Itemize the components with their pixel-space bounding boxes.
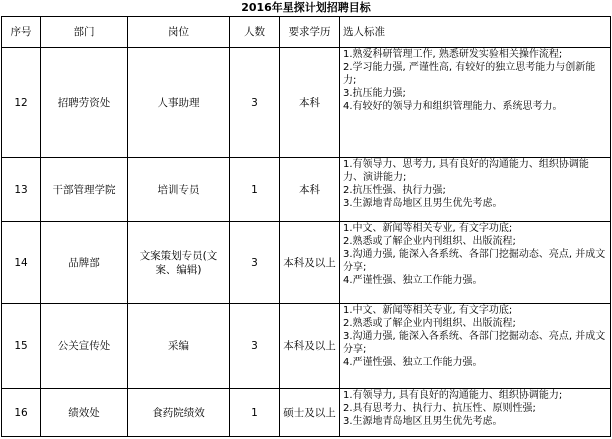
cell-no: 12 xyxy=(2,48,41,158)
cell-edu: 本科及以上 xyxy=(280,222,340,304)
header-no: 序号 xyxy=(2,17,41,48)
cell-edu: 本科及以上 xyxy=(280,304,340,389)
cell-edu: 硕士及以上 xyxy=(280,389,340,437)
page-title: 2016年星探计划招聘目标 xyxy=(241,1,371,14)
cell-dept: 品牌部 xyxy=(41,222,128,304)
criteria-line: 1.中文、新闻等相关专业, 有文字功底; xyxy=(343,305,513,316)
criteria-line: 2.抗压性强、执行力强; xyxy=(343,185,446,196)
cell-dept: 绩效处 xyxy=(41,389,128,437)
criteria-line: 3.沟通力强, 能深入各系统、各部门挖掘动态、亮点, 并成文分享; xyxy=(343,331,606,355)
table-row xyxy=(2,389,611,437)
cell-position: 采编 xyxy=(128,304,230,389)
criteria-line: 3.沟通力强, 能深入各系统、各部门挖掘动态、亮点, 并成文分享; xyxy=(343,249,606,273)
cell-count: 3 xyxy=(230,304,280,389)
header-dept: 部门 xyxy=(41,17,128,48)
criteria-line: 2.熟悉或了解企业内刊组织、出版流程; xyxy=(343,236,516,247)
cell-dept: 公关宣传处 xyxy=(41,304,128,389)
cell-count: 1 xyxy=(230,158,280,222)
recruitment-table xyxy=(1,16,611,437)
cell-criteria xyxy=(340,158,611,222)
criteria-line: 2.学习能力强, 严谨性高, 有较好的独立思考能力与创新能力; xyxy=(343,62,596,86)
cell-position: 食药院绩效 xyxy=(128,389,230,437)
header-position: 岗位 xyxy=(128,17,230,48)
criteria-line: 1.熟爱科研管理工作, 熟悉研发实验相关操作流程; xyxy=(343,49,563,60)
cell-position: 培训专员 xyxy=(128,158,230,222)
criteria-line: 1.有领导力、思考力, 具有良好的沟通能力、组织协调能力、演讲能力; xyxy=(343,159,589,183)
criteria-line: 4.严谨性强、独立工作能力强。 xyxy=(343,357,483,368)
cell-edu: 本科 xyxy=(280,48,340,158)
table-row xyxy=(2,304,611,389)
table-row xyxy=(2,222,611,304)
cell-no: 15 xyxy=(2,304,41,389)
criteria-line: 3.生源地青岛地区且男生优先考虑。 xyxy=(343,416,503,427)
criteria-line: 4.严谨性强、独立工作能力强。 xyxy=(343,275,483,286)
cell-no: 14 xyxy=(2,222,41,304)
cell-criteria xyxy=(340,304,611,389)
cell-no: 16 xyxy=(2,389,41,437)
criteria-line: 2.熟悉或了解企业内刊组织、出版流程; xyxy=(343,318,516,329)
position-text: 文案策划专员(文案、编辑) xyxy=(139,249,218,276)
cell-dept: 干部管理学院 xyxy=(41,158,128,222)
criteria-line: 1.中文、新闻等相关专业, 有文字功底; xyxy=(343,223,513,234)
table-row xyxy=(2,48,611,158)
table-header-row xyxy=(2,17,611,48)
cell-criteria xyxy=(340,48,611,158)
cell-position xyxy=(128,222,230,304)
criteria-line: 1.有领导力, 具有良好的沟通能力、组织协调能力; xyxy=(343,390,563,401)
criteria-line: 2.具有思考力、执行力、抗压性、原则性强; xyxy=(343,403,536,414)
cell-position: 人事助理 xyxy=(128,48,230,158)
criteria-line: 3.抗压能力强; xyxy=(343,88,406,99)
header-criteria: 选人标准 xyxy=(340,17,611,48)
cell-dept: 招聘劳资处 xyxy=(41,48,128,158)
table-row xyxy=(2,158,611,222)
header-count: 人数 xyxy=(230,17,280,48)
cell-count: 3 xyxy=(230,48,280,158)
cell-criteria xyxy=(340,389,611,437)
cell-no: 13 xyxy=(2,158,41,222)
cell-edu: 本科 xyxy=(280,158,340,222)
cell-count: 1 xyxy=(230,389,280,437)
criteria-line: 4.有较好的领导力和组织管理能力、系统思考力。 xyxy=(343,101,563,112)
cell-criteria xyxy=(340,222,611,304)
header-edu: 要求学历 xyxy=(280,17,340,48)
criteria-line: 3.生源地青岛地区且男生优先考虑。 xyxy=(343,198,503,209)
cell-count: 3 xyxy=(230,222,280,304)
